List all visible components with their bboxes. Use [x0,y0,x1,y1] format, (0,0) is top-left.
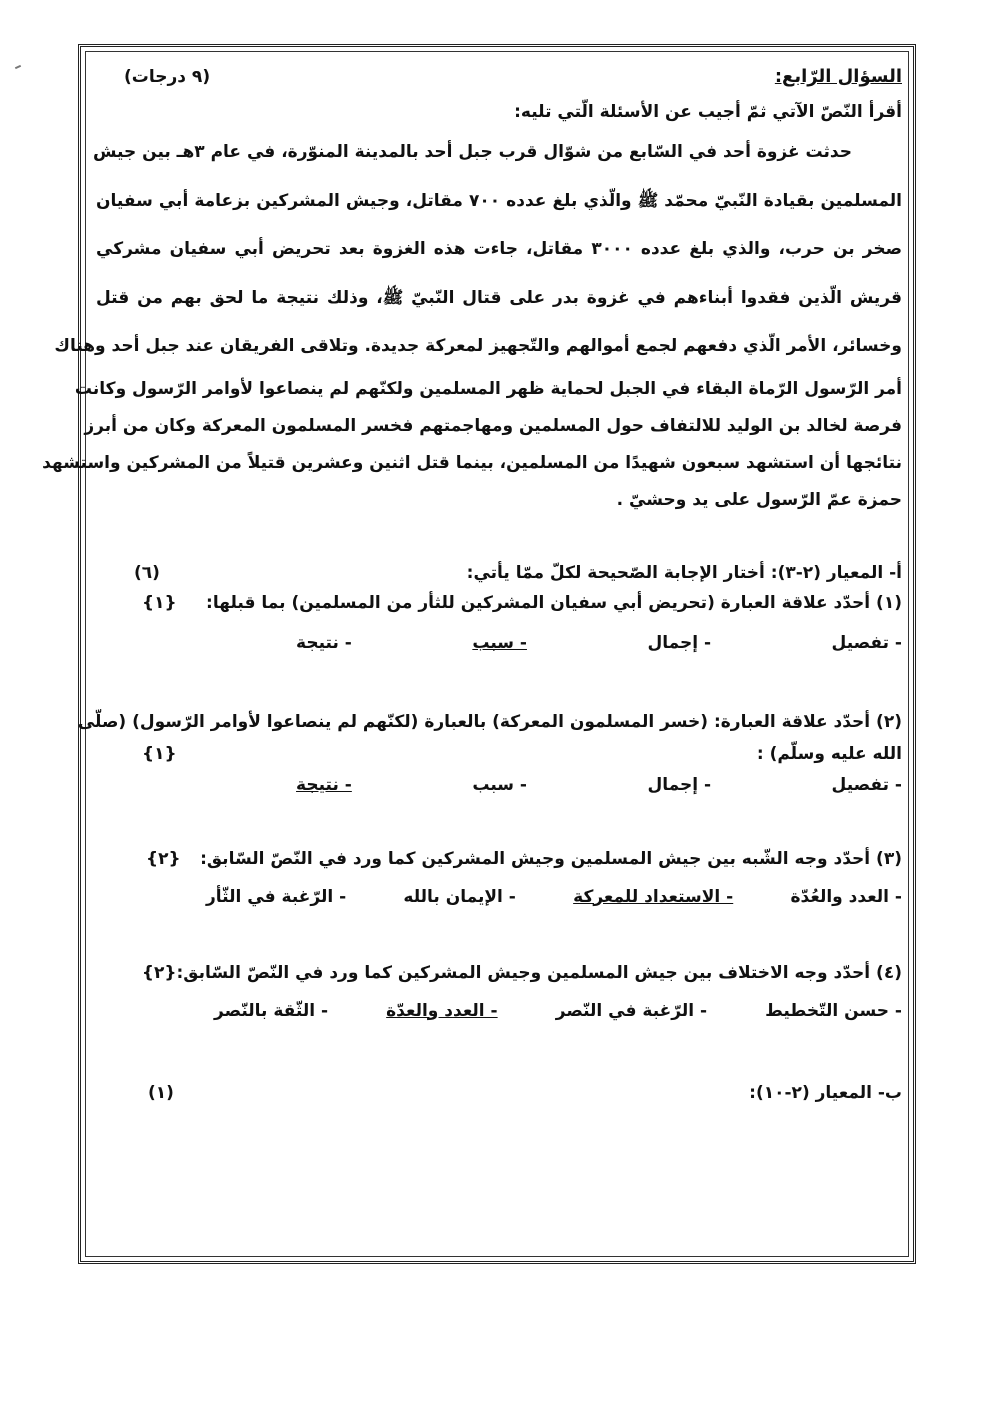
question-2-options [96,775,902,795]
passage-line [96,225,902,274]
question-title: السؤال الرّابع: [774,66,902,87]
option-selected[interactable]: - العدد والعدّة [386,1000,498,1021]
passage-line: فرصة لخالد بن الوليد للالتفاف حول المسلمين ومهاجمتهم فخسر المسلمون المعركة وكان من أبرز [84,415,902,436]
question-2 [77,707,902,795]
question-2-text-cont: الله عليه وسلّم) : [756,743,902,764]
question-3 [96,849,902,907]
option[interactable]: - الثّقة بالنّصر [214,1000,329,1021]
section-b-heading: ب- المعيار (٢-١٠): [749,1082,902,1103]
option-selected[interactable]: - الاستعداد للمعركة [573,886,734,907]
option[interactable]: - الرّغبة في النّصر [555,1000,708,1021]
question-3-text: (٣) أحدّد وجه الشّبه بين جيش المسلمين وجيش المشركين كما ورد في النّصّ السّابق: [200,848,902,869]
passage [42,128,902,519]
exam-content [42,66,902,1113]
passage-line: قريش الّذين فقدوا أبناءهم في غزوة بدر على قتال النّبيّ ﷺ، وذلك نتيجة ما لحق بهم من قتل [96,287,902,308]
question-4-options [96,1001,902,1021]
instruction: أقرأ النّصّ الآتي ثمّ أجيب عن الأسئلة الّتي تليه: [514,102,902,122]
passage-line-text: صخر بن حرب، والذي بلغ عدده ٣٠٠٠ مقاتل، جاءت هذه الغزوة بعد تحريض أبي سفيان مشركي [96,239,902,259]
option[interactable]: - العدد والعُدّة [790,886,902,907]
question-4-text: (٤) أحدّد وجه الاختلاف بين جيش المسلمين وجيش المشركين كما ورد في النّصّ السّابق: [176,962,902,983]
question-1-text: (١) أحدّد علاقة العبارة (تحريض أبي سفيان المشركين للثأر من المسلمين) بما قبلها: [206,592,902,613]
section-a-mark: (٦) [134,562,160,583]
option[interactable]: - تفصيل [831,632,902,653]
passage-line: وخسائر، الأمر الّذي دفعهم لجمع أموالهم والتّجهيز لمعركة جديدة. وتلاقى الفريقان عند جبل أحد وهناك [54,336,902,356]
passage-line: نتائجها أن استشهد سبعون شهيدًا من المسلمين، بينما قتل اثنين وعشرين قتيلاً من المشركين واستشهد [42,452,902,473]
option[interactable]: - تفصيل [831,774,902,795]
option[interactable]: - سبب [472,774,527,795]
passage-line: حمزة عمّ الرّسول على يد وحشيّ . [616,489,902,510]
section-a-header [96,563,902,593]
question-2-mark: {١} [142,743,177,764]
option-selected[interactable]: - سبب [472,632,527,653]
question-2-text: (٢) أحدّد علاقة العبارة: (خسر المسلمون المعركة) بالعبارة (لكنّهم لم ينصاعوا لأوامر الرّسول) (صلّى [77,711,902,732]
option-selected[interactable]: - نتيجة [296,774,352,795]
section-a-heading: أ- المعيار (٢-٣): أختار الإجابة الصّحيحة لكلّ ممّا يأتي: [466,562,902,583]
option[interactable]: - نتيجة [296,632,352,653]
question-1 [96,593,902,653]
option[interactable]: - إجمال [647,632,712,653]
question-1-options [96,633,902,653]
passage-line: المسلمين بقيادة النّبيّ محمّد ﷺ والّذي بلغ عدده ٧٠٠ مقاتل، وجيش المشركين بزعامة أبي سفيان [96,190,902,211]
passage-line: حدثت غزوة أحد في السّابع من شوّال قرب جبل أحد بالمدينة المنوّرة، في عام ٣هـ بين جيش [93,142,852,162]
section-b-mark: (١) [148,1082,174,1103]
scan-mark [15,65,21,69]
question-header [96,66,902,96]
question-4 [96,963,902,1021]
option[interactable]: - إجمال [647,774,712,795]
option[interactable]: - الإيمان بالله [403,886,516,907]
question-3-options [96,887,902,907]
option[interactable]: - الرّغبة في الثّأر [206,886,347,907]
question-grade: (٩ درجات) [124,67,211,87]
question-3-mark: {٢} [146,848,181,869]
question-4-mark: {٢} [141,962,177,983]
section-b-header [96,1083,902,1113]
question-1-mark: {١} [142,592,177,613]
passage-line: أمر الرّسول الرّماة البقاء في الجبل لحماية ظهر المسلمين ولكنّهم لم ينصاعوا لأوامر الرّسول وكانت [74,378,902,399]
option[interactable]: - حسن التّخطيط [765,1000,902,1021]
